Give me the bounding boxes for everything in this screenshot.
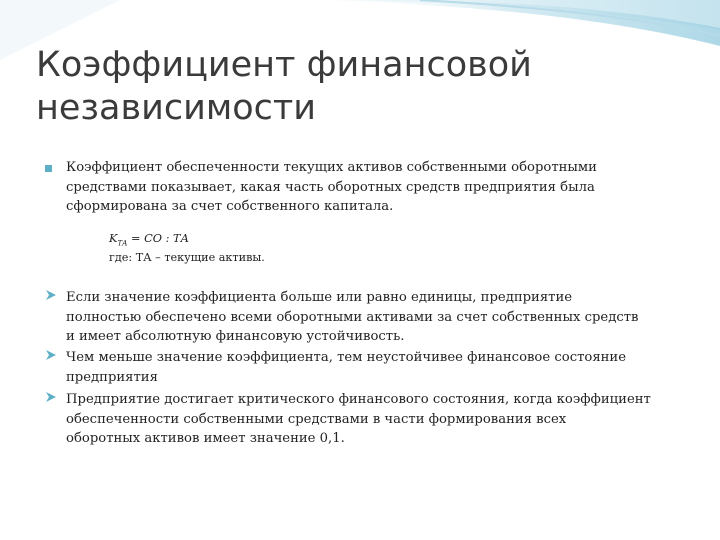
title-line-1: Коэффициент финансовой xyxy=(36,45,532,85)
arrow-bullet-icon xyxy=(45,391,59,405)
list-line: Если значение коэффициента больше или равно единицы, предприятие xyxy=(66,290,573,305)
list-line: оборотных активов имеет значение 0,1. xyxy=(66,431,345,447)
list-item-text xyxy=(66,288,696,347)
formula xyxy=(109,232,189,247)
intro-paragraph xyxy=(66,158,696,217)
arrow-bullet-icon xyxy=(45,349,59,363)
slide-title xyxy=(36,44,696,130)
formula-note: где: ТА – текущие активы. xyxy=(109,251,265,264)
list-line: предприятия xyxy=(66,369,158,385)
list-line: полностью обеспечено всеми оборотными активами за счет собственных средств xyxy=(66,309,639,325)
list-line: Чем меньше значение коэффициента, тем неустойчивее финансовое состояние xyxy=(66,350,627,365)
intro-line: средствами показывает, какая часть оборотных средств предприятия была xyxy=(66,179,595,195)
formula-expression: = СО : ТА xyxy=(127,232,190,245)
list-line: Предприятие достигает критического финансового состояния, когда коэффициент xyxy=(66,392,651,407)
title-line-2: независимости xyxy=(36,88,317,128)
intro-line: сформирована за счет собственного капитала. xyxy=(66,199,394,214)
formula-k: K xyxy=(109,232,118,245)
formula-subscript: ТА xyxy=(117,239,128,248)
square-bullet-icon xyxy=(45,165,52,172)
list-item-text xyxy=(66,348,696,387)
list-line: и имеет абсолютную финансовую устойчивость. xyxy=(66,329,405,345)
intro-line: Коэффициент обеспеченности текущих активов собственными оборотными xyxy=(66,160,597,175)
arrow-bullet-icon xyxy=(45,289,59,303)
list-item-text xyxy=(66,390,696,449)
list-line: обеспеченности собственными средствами в части формирования всех xyxy=(66,411,567,427)
